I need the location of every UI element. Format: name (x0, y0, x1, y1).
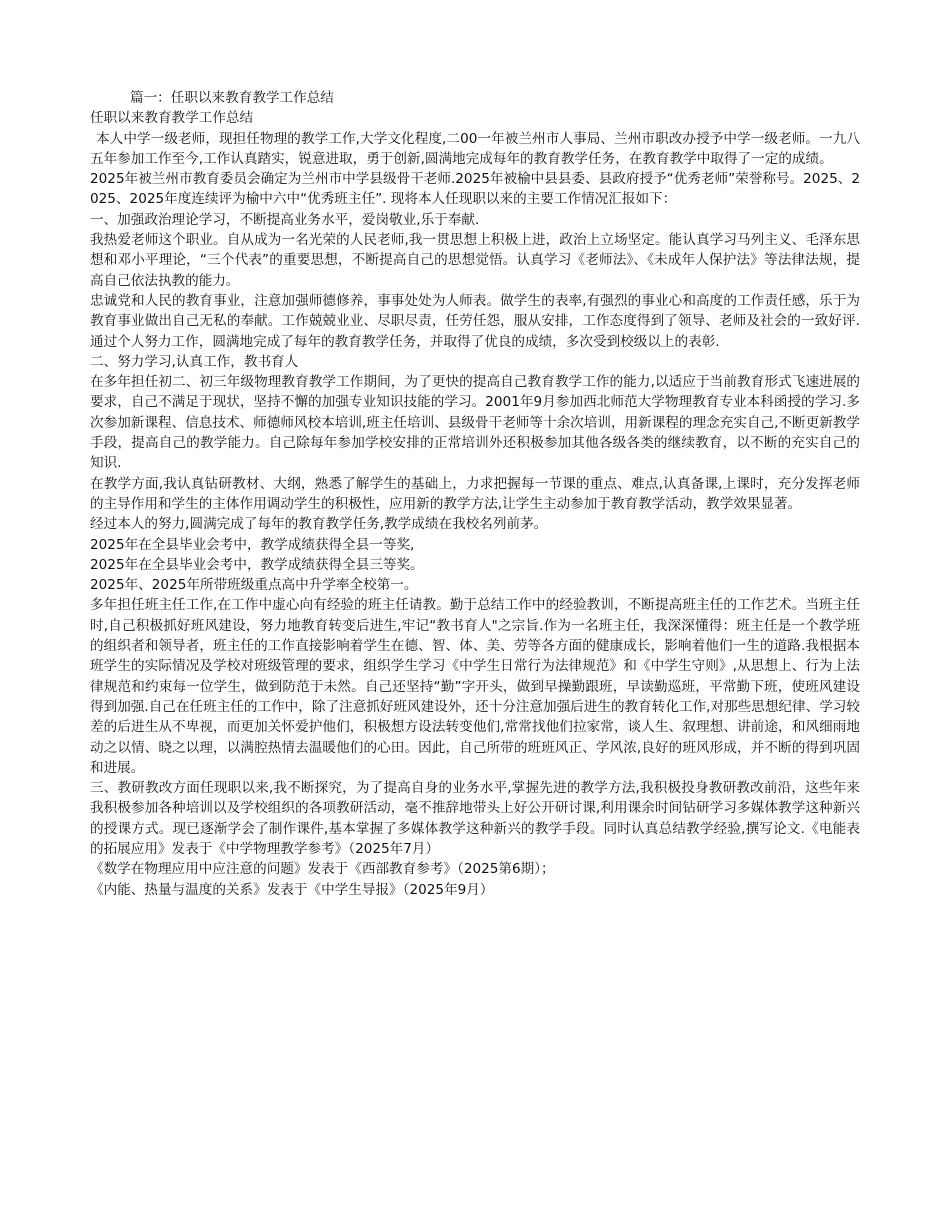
section-heading: 任职以来教育教学工作总结 (90, 110, 254, 127)
paragraph: 经过本人的努力,圆满完成了每年的教育教学任务,教学成绩在我校名列前茅。 (90, 516, 548, 533)
paragraph: 多年担任班主任工作,在工作中虚心向有经验的班主任请教。勤于总结工作中的经验教训，不断提高班主任的工作艺术。当班主任时,自己积极抓好班风建设，努力地教育转变后进生,牢记“教书育人"之宗旨.作为一名班主任，我深深懂得：班主任是一个教学班的组织者和领导者，班主任的工作直接影响着学生在德、智、体、美、劳等各方面的健康成长，影响着他们一生的道路.我根据本班学生的实际情况及学校对班级管理的要求，组织学生学习《中学生日常行为法律规范》和《中学生守则》,从思想上、行为上法律规范和约束每一位学生，做到防范于未然。自己还坚持“勤”字开头，做到早操勤跟班，早读勤巡班，平常勤下班，使班风建设得到加强.自己在任班主任的工作中，除了注意抓好班风建设外，还十分注意加强后进生的教育转化工作,对那些思想纪律、学习较差的后进生从不卑视，而更加关怀爱护他们，积极想方设法转变他们,常常找他们拉家常，谈人生、叙理想、讲前途，和风细雨地动之以情、晓之以理，以满腔热情去温暖他们的心田。因此，自己所带的班班风正、学风浓,良好的班风形成，并不断的得到巩固和进展。 (90, 597, 860, 776)
section-heading: 一、加强政治理论学习，不断提高业务水平，爱岗敬业,乐于奉献. (90, 211, 480, 228)
paragraph: 三、教研教改方面任现职以来,我不断探究，为了提高自身的业务水平,掌握先进的教学方法,我积极投身教研教改前沿，这些年来我积极参加各种培训以及学校组织的各项教研活动，毫不推辞地带头上好公开研讨课,利用课余时间钻研学习多媒体教学这种新兴的授课方式。现已逐渐学会了制作课件,基本掌握了多媒体教学这种新兴的教学手段。同时认真总结教学经验,撰写论文.《电能表的拓展应用》发表于《中学物理教学参考》（2025年7月） (90, 780, 860, 857)
list-item: 2025年在全县毕业会考中，教学成绩获得全县三等奖。 (90, 556, 424, 573)
paragraph: 在教学方面,我认真钻研教材、大纲，熟悉了解学生的基础上，力求把握每一节课的重点、难点,认真备课,上课时，充分发挥老师的主导作用和学生的主体作用调动学生的积极性，应用新的教学方法,让学生主动参加于教育教学活动，教学效果显著。 (90, 475, 860, 512)
paragraph: 在多年担任初二、初三年级物理教育教学工作期间，为了更快的提高自己教育教学工作的能力,以适应于当前教育形式飞速进展的要求，自己不满足于现状，坚持不懈的加强专业知识技能的学习。2001年9月参加西北师范大学物理教育专业本科函授的学习.多次参加新课程、信息技术、师德师风校本培训,班主任培训、县级骨干老师等十余次培训，用新课程的理念充实自己,不断更新教学手段，提高自己的教学能力。自己除每年参加学校安排的正常培训外还积极参加其他各级各类的继续教育，以不断的充实自己的知识. (90, 374, 860, 472)
list-item: 2025年、2025年所带班级重点高中升学率全校第一。 (90, 577, 418, 594)
paragraph: 本人中学一级老师，现担任物理的教学工作,大学文化程度,二00一年被兰州市人事局、兰州市职改办授予中学一级老师。一九八五年参加工作至今,工作认真踏实，锐意进取，勇于创新,圆满地完成每年的教育教学任务，在教育教学中取得了一定的成绩。 (90, 130, 860, 167)
section-heading: 二、努力学习,认真工作，教书育人 (90, 353, 299, 370)
list-item: 《数学在物理应用中应注意的问题》发表于《西部教育参考》（2025第6期）； (90, 861, 555, 878)
paragraph: 忠诚党和人民的教育事业，注意加强师德修养，事事处处为人师表。做学生的表率,有强烈的事业心和高度的工作责任感，乐于为教育事业做出自己无私的奉献。工作兢兢业业、尽职尽责，任劳任怨，服从安排，工作态度得到了领导、老师及社会的一致好评.通过个人努力工作，圆满地完成了每年的教育教学任务，并取得了优良的成绩，多次受到校级以上的表彰. (90, 292, 860, 350)
document-title: 篇一：任职以来教育教学工作总结 (130, 90, 334, 106)
paragraph: 我热爱老师这个职业。自从成为一名光荣的人民老师,我一贯思想上积极上进，政治上立场坚定。能认真学习马列主义、毛泽东思想和邓小平理论，“三个代表”的重要思想，不断提高自己的思想觉悟。认真学习《老师法》、《未成年人保护法》等法律法规，提高自己依法执教的能力。 (90, 232, 860, 289)
list-item: 《内能、热量与温度的关系》发表于《中学生导报》（2025年9月） (90, 881, 494, 898)
paragraph: 2025年被兰州市教育委员会确定为兰州市中学县级骨干老师.2025年被榆中县县委、县政府授予“优秀老师”荣誉称号。2025、2025、2025年度连续评为榆中六中“优秀班主任”. 现将本人任现职以来的主要工作情况汇报如下： (90, 171, 860, 208)
list-item: 2025年在全县毕业会考中，教学成绩获得全县一等奖, (90, 536, 415, 553)
